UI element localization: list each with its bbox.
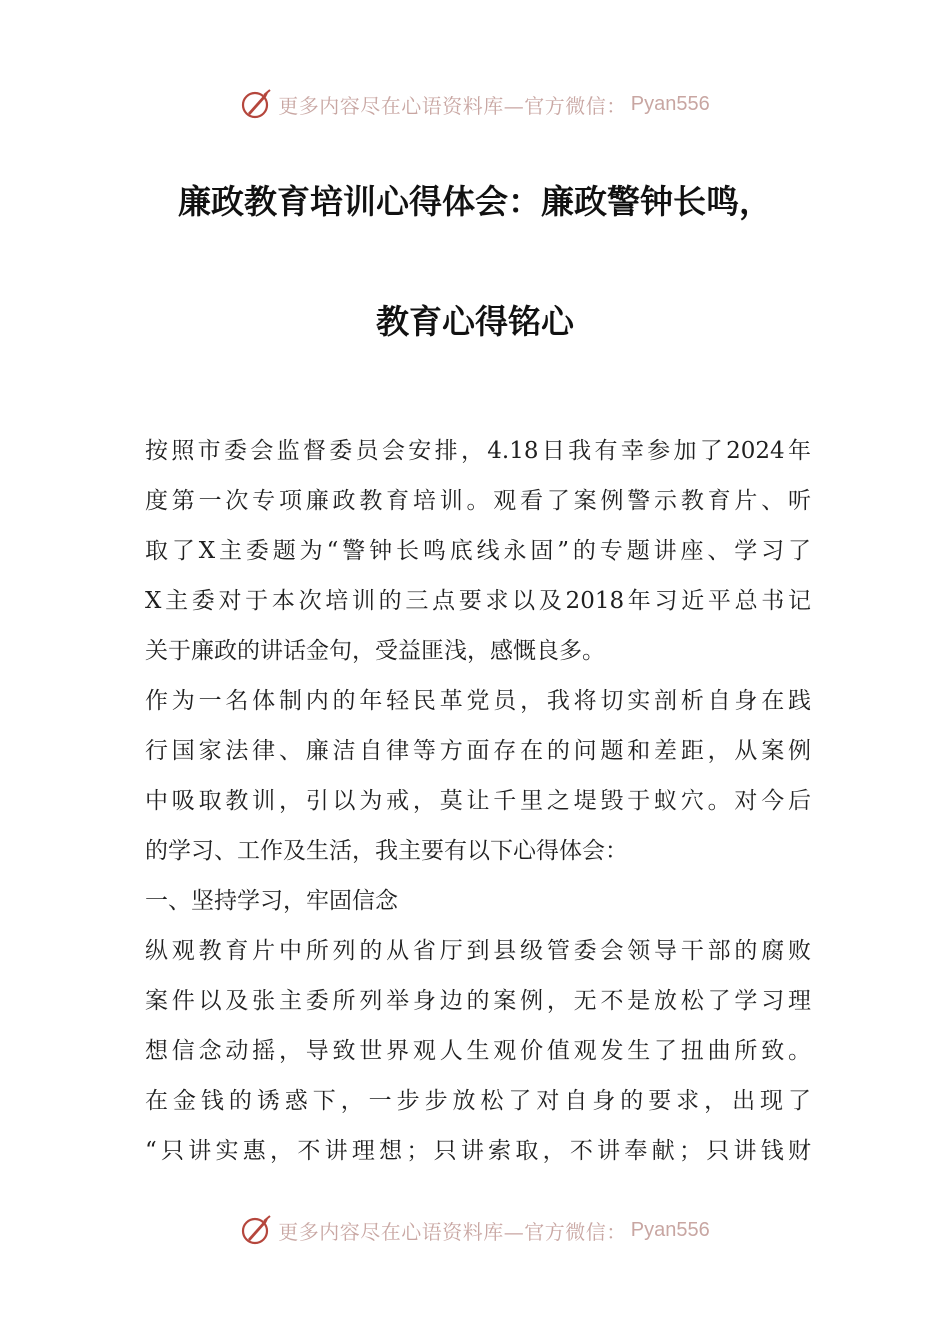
pen-nib-circle-icon xyxy=(240,87,274,121)
watermark-id: Pyan556 xyxy=(630,92,710,115)
body-line: 度第一次专项廉政教育培训。观看了案例警示教育片、听 xyxy=(145,488,811,514)
watermark-text: 更多内容尽在心语资料库—官方微信： xyxy=(278,93,627,118)
body-line: 取了X主委题为“警钟长鸣底线永固”的专题讲座、学习了 xyxy=(145,538,811,564)
pen-nib-circle-icon xyxy=(240,1213,274,1247)
body-line: X主委对于本次培训的三点要求以及2018年习近平总书记 xyxy=(145,588,811,614)
body-line: 想信念动摇，导致世界观人生观价值观发生了扭曲所致。 xyxy=(145,1038,811,1064)
body-line: 中吸取教训，引以为戒，莫让千里之堤毁于蚁穴。对今后 xyxy=(145,788,811,814)
section-heading: 一、坚持学习，牢固信念 xyxy=(145,888,398,914)
body-line: “只讲实惠，不讲理想；只讲索取，不讲奉献；只讲钱财 xyxy=(145,1138,811,1164)
footer-watermark xyxy=(0,1210,950,1250)
body-line: 案件以及张主委所列举身边的案例，无不是放松了学习理 xyxy=(145,988,811,1014)
body-line: 纵观教育片中所列的从省厅到县级管委会领导干部的腐败 xyxy=(145,938,811,964)
body-line: 的学习、工作及生活，我主要有以下心得体会： xyxy=(145,838,628,864)
document-title-line-1: 廉政教育培训心得体会：廉政警钟长鸣， xyxy=(178,182,772,221)
watermark-id: Pyan556 xyxy=(630,1218,710,1241)
body-line: 按照市委会监督委员会安排，4.18日我有幸参加了2024年 xyxy=(145,438,811,464)
body-line: 在金钱的诱惑下，一步步放松了对自身的要求，出现了 xyxy=(145,1088,811,1114)
body-line: 作为一名体制内的年轻民革党员，我将切实剖析自身在践 xyxy=(145,688,811,714)
header-watermark xyxy=(0,84,950,124)
document-title-line-2: 教育心得铭心 xyxy=(376,302,574,341)
watermark-text: 更多内容尽在心语资料库—官方微信： xyxy=(278,1219,627,1244)
document-body xyxy=(145,426,811,1176)
body-line: 关于廉政的讲话金句，受益匪浅，感慨良多。 xyxy=(145,638,605,664)
body-line: 行国家法律、廉洁自律等方面存在的问题和差距，从案例 xyxy=(145,738,811,764)
